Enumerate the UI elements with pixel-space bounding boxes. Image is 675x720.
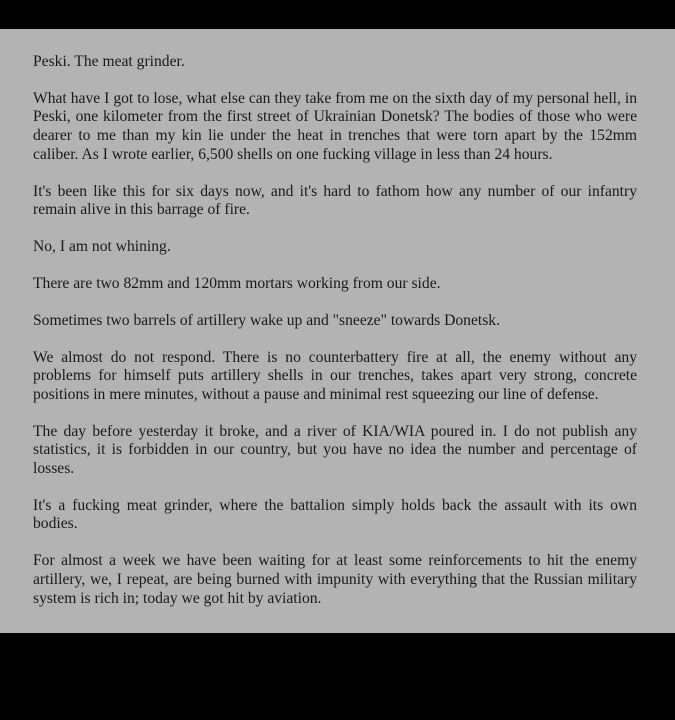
- paragraph: For almost a week we have been waiting for at least some reinforcements to hit the enemy artillery, we, I repeat, are being burned with impunity with everything that the Russian military system is rich in; today we got hit by aviation.: [33, 552, 637, 607]
- paragraph: The day before yesterday it broke, and a river of KIA/WIA poured in. I do not publish any statistics, it is forbidden in our country, but you have no idea the number and percentage of losses.: [33, 422, 637, 477]
- paragraph: Sometimes two barrels of artillery wake up and "sneeze" towards Donetsk.: [33, 311, 500, 329]
- paragraph: We almost do not respond. There is no counterbattery fire at all, the enemy without any problems for himself puts artillery shells in our trenches, takes apart very strong, concrete positions in mere minutes, without a pause and minimal rest squeezing our line of defense.: [33, 348, 637, 403]
- paragraph: It's a fucking meat grinder, where the battalion simply holds back the assault with its own bodies.: [33, 496, 637, 533]
- paragraph: What have I got to lose, what else can they take from me on the sixth day of my personal hell, in Peski, one kilometer from the first street of Ukrainian Donetsk? The bodies of those who were dearer to me than my kin lie under the heat in trenches that were torn apart by the 152mm caliber. As I wrote earlier, 6,500 shells on one fucking village in less than 24 hours.: [33, 89, 637, 163]
- document-page: [0, 29, 675, 633]
- paragraph: It's been like this for six days now, and it's hard to fathom how any number of our infantry remain alive in this barrage of fire.: [33, 182, 637, 219]
- document-title: Peski. The meat grinder.: [33, 53, 185, 70]
- paragraph: There are two 82mm and 120mm mortars working from our side.: [33, 274, 441, 292]
- paragraph: No, I am not whining.: [33, 238, 171, 256]
